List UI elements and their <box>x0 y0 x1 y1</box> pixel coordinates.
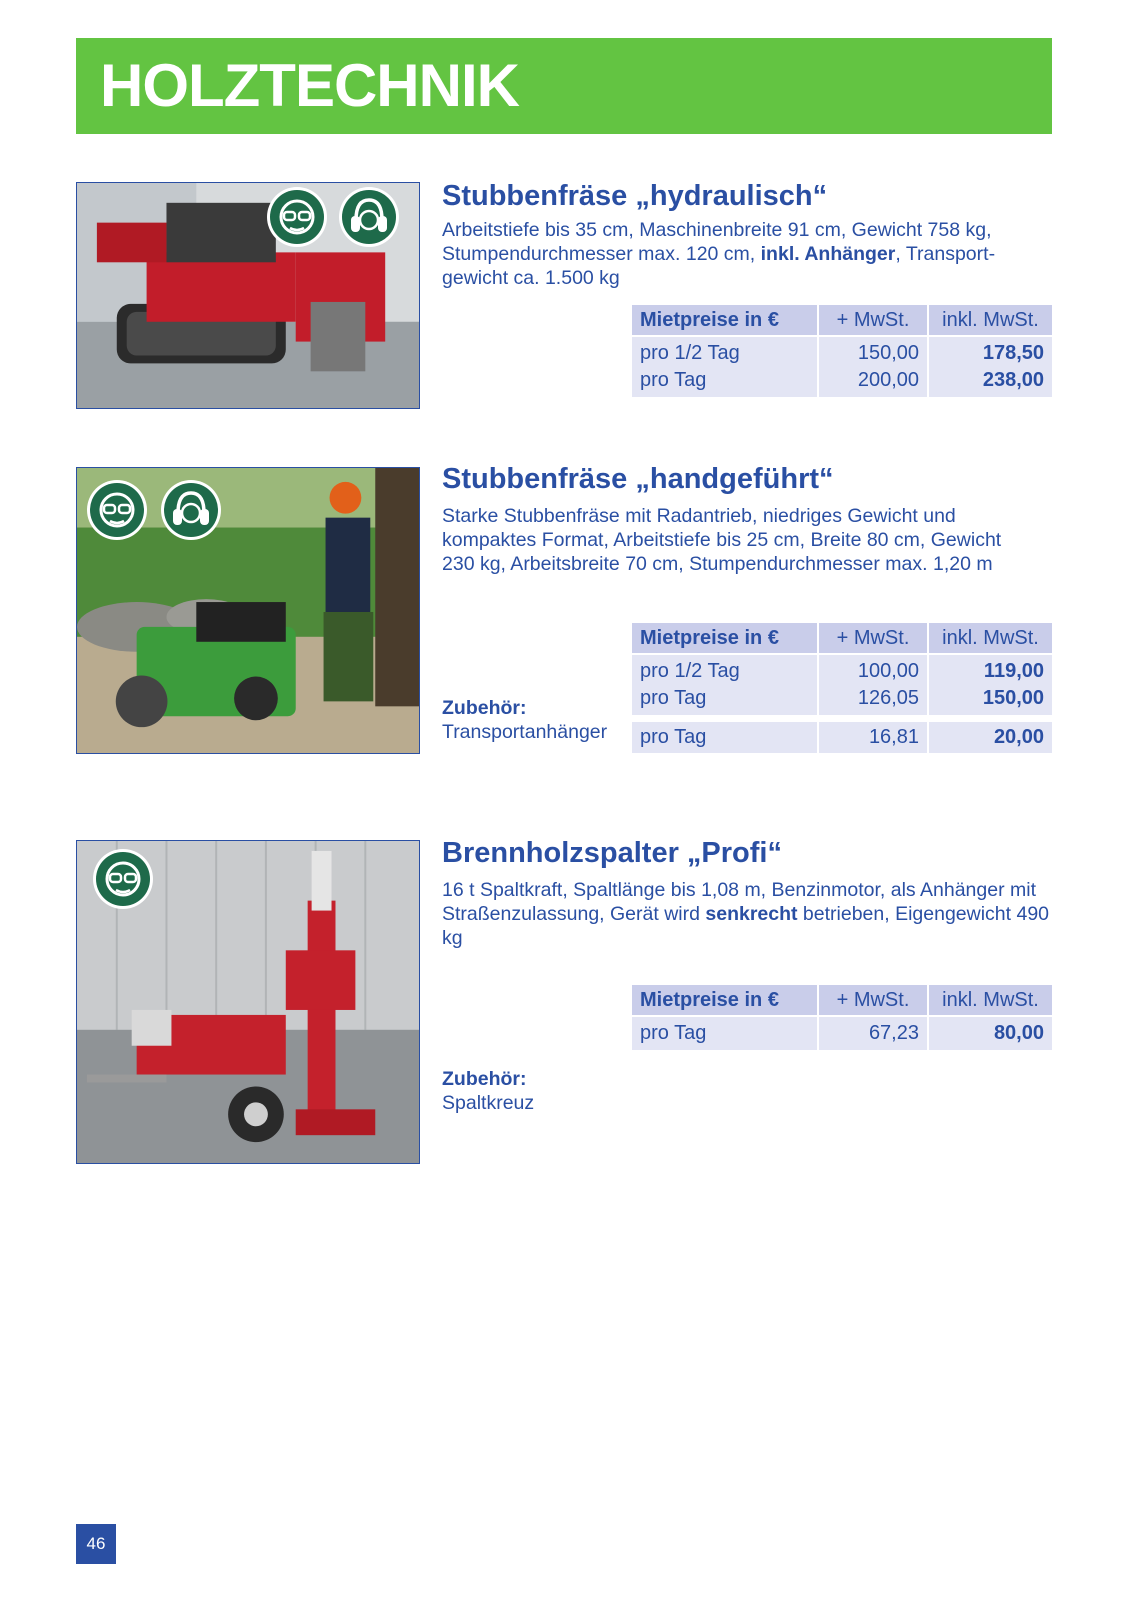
ear-protection-icon <box>339 187 399 247</box>
price-row: pro Tag 16,81 20,00 <box>632 722 1052 753</box>
price-header-label: Mietpreise in € <box>632 985 819 1017</box>
price-row: pro Tag 67,23 80,00 <box>632 1017 1052 1050</box>
accessory-label: Zubehör: <box>442 1068 527 1090</box>
price-header-net: + MwSt. <box>819 985 929 1017</box>
product-photo-stump-grinder-manual <box>76 467 420 754</box>
product-description: Arbeitstiefe bis 35 cm, Maschinenbreite 91 cm, Gewicht 758 kg, Stumpendurchmesser max. 120 cm, inkl. Anhänger, Transportgewicht ca. 1.500 kg <box>442 219 996 289</box>
safety-glasses-icon <box>87 480 147 540</box>
price-table <box>632 623 1052 715</box>
product-title: Stubbenfräse „hydraulisch“ <box>442 180 828 212</box>
product-title: Stubbenfräse „handgeführt“ <box>442 463 834 495</box>
price-row: pro Tag 200,00 238,00 <box>632 367 1052 397</box>
price-header-gross: inkl. MwSt. <box>929 985 1052 1017</box>
price-row: pro Tag 126,05 150,00 <box>632 685 1052 715</box>
ear-protection-icon <box>161 480 221 540</box>
safety-glasses-icon <box>93 849 153 909</box>
price-header-gross: inkl. MwSt. <box>929 305 1052 337</box>
product-photo-log-splitter <box>76 840 420 1164</box>
price-header-gross: inkl. MwSt. <box>929 623 1052 655</box>
product-description: Starke Stubbenfräse mit Radantrieb, niedriges Gewicht und kompaktes Format, Arbeitstiefe bis 25 cm, Breite 80 cm, Gewicht 230 kg, Arbeitsbreite 70 cm, Stumpendurchmesser max. 1,20 m <box>442 505 1002 575</box>
price-header-label: Mietpreise in € <box>632 623 819 655</box>
section-header <box>76 38 1052 134</box>
page-number: 46 <box>76 1524 116 1564</box>
accessory-price-table <box>632 722 1052 753</box>
price-table <box>632 985 1052 1050</box>
price-header-label: Mietpreise in € <box>632 305 819 337</box>
product-title: Brennholzspalter „Profi“ <box>442 837 782 869</box>
price-table <box>632 305 1052 397</box>
page-title: HOLZTECHNIK <box>100 52 519 119</box>
accessory-label: Zubehör: <box>442 697 527 719</box>
price-header-net: + MwSt. <box>819 305 929 337</box>
product-description: 16 t Spaltkraft, Spaltlänge bis 1,08 m, Benzinmotor, als Anhänger mit Straßenzulassung, Gerät wird senkrecht betrieben, Eigengewicht 490 kg <box>442 879 1050 949</box>
product-photo-stump-grinder-hydraulic <box>76 182 420 409</box>
price-row: pro 1/2 Tag 100,00 119,00 <box>632 655 1052 685</box>
safety-glasses-icon <box>267 187 327 247</box>
accessory-name: Transportanhänger <box>442 721 608 743</box>
price-header-net: + MwSt. <box>819 623 929 655</box>
price-row: pro 1/2 Tag 150,00 178,50 <box>632 337 1052 367</box>
accessory-name: Spaltkreuz <box>442 1092 535 1114</box>
